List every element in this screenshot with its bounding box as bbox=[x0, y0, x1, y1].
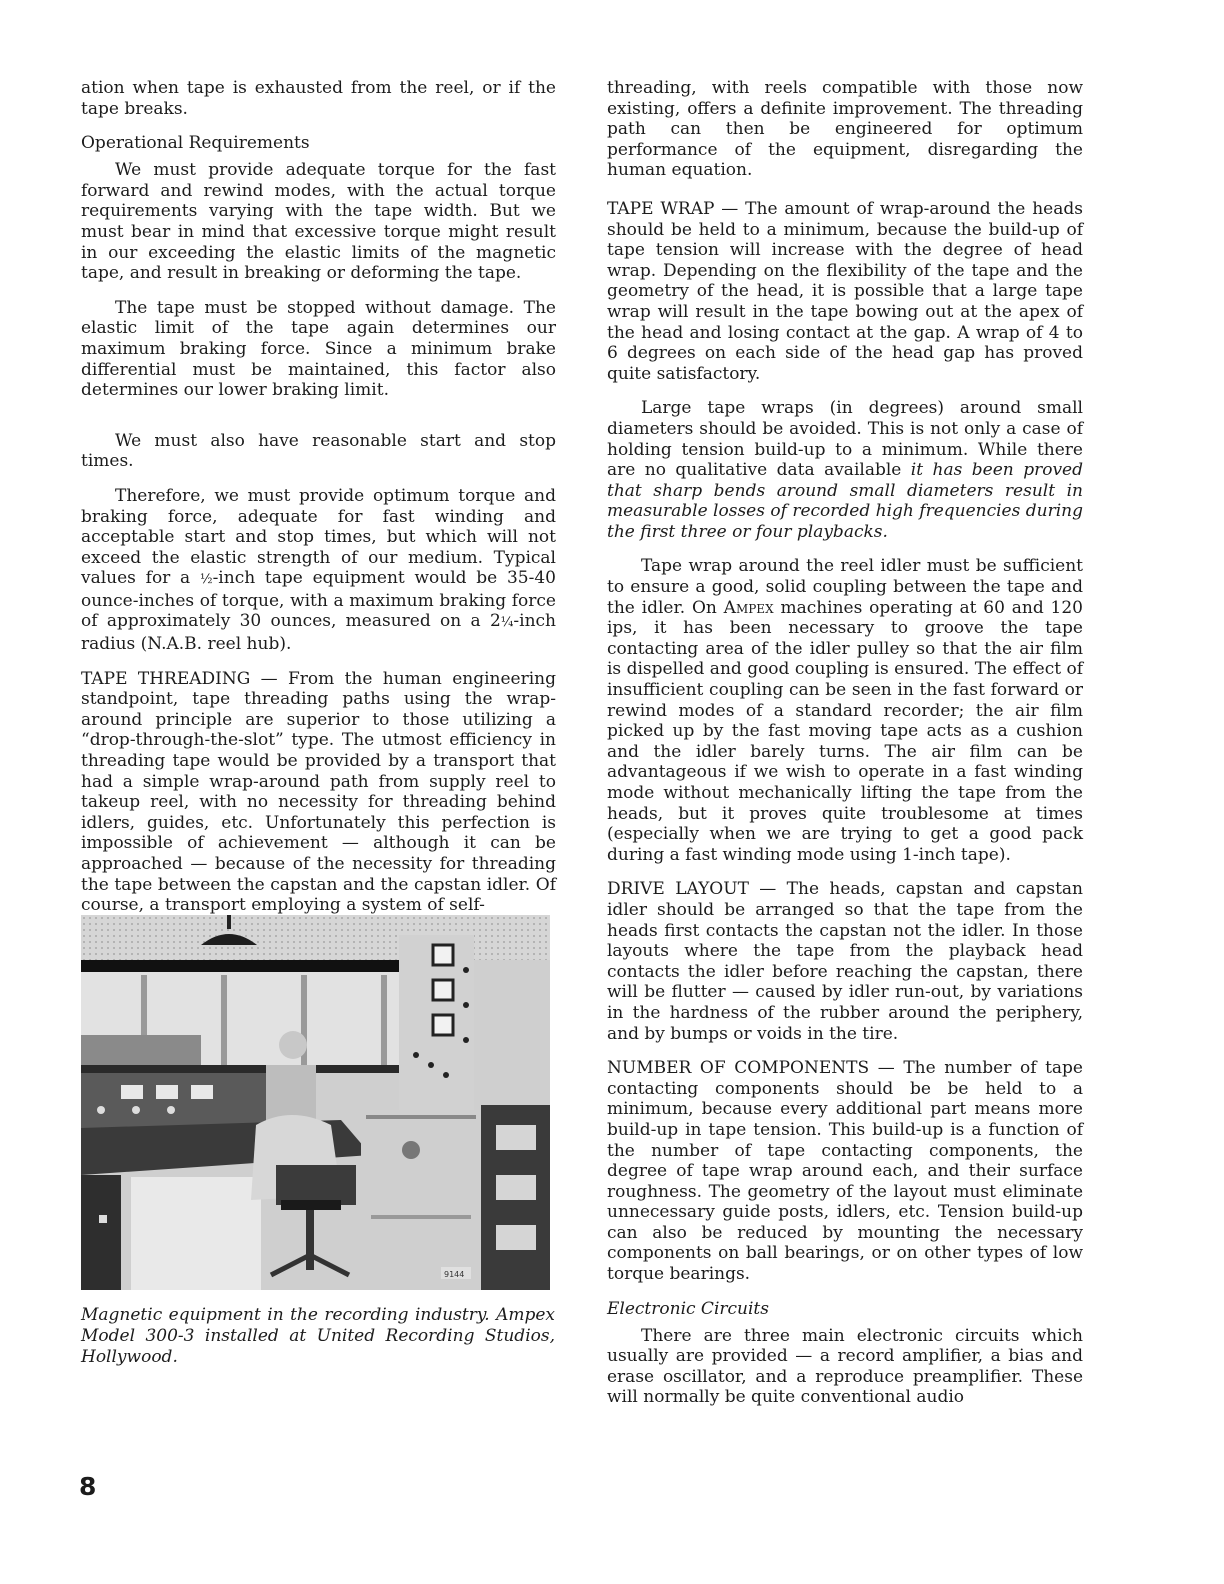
electronic-circuits-paragraph: There are three main electronic circuits which usually are provided — a record amplifier, a bias and erase oscillator, and a reproduce preamplifier. These will normally be quite conventional audio bbox=[607, 1325, 1083, 1408]
tape-threading-text: — From the human engineering standpoint, tape threading paths using the wrap-around principle are superior to those utilizing a “drop-through-the-slot” type. The utmost efficiency in threading tape would be provided by a transport that had a simple wrap-around path from supply reel to takeup reel, with no necessity for threading behind idlers, guides, etc. Unfortunately this perfection is impossible of achievement — although it can be approached — because of the necessity for threading the tape between the capstan and the capstan idler. Of course, a transport employing a system of self- bbox=[81, 668, 557, 916]
large-wraps-paragraph bbox=[607, 398, 1083, 542]
studio-photo-image bbox=[81, 915, 550, 1290]
start-stop-paragraph: We must also have reasonable start and stop times. bbox=[81, 430, 556, 472]
therefore-text-b: -inch tape equipment would be 35-40 ounce-inches of torque, with a maximum braking force of approximately 30 ounces, measured on a 2 bbox=[81, 568, 556, 632]
tape-wrap-text: — The amount of wrap-around the heads should be held to a minimum, because the build-up of tape tension will increase with the degree of head wrap. Depending on the flexibility of the tape and the geometry of the head, it is possible that a large tape wrap will result in the tape bowing out at the apex of the head and losing contact at the gap. A wrap of 4 to 6 degrees on each side of the head gap has proved quite satisfactory. bbox=[607, 198, 1083, 384]
fraction-half: ½ bbox=[199, 572, 213, 588]
tape-wrap-paragraph bbox=[607, 199, 1083, 384]
components-label: NUMBER OF COMPONENTS bbox=[607, 1058, 870, 1079]
fraction-quarter: ¼ bbox=[500, 615, 514, 631]
torque-paragraph: We must provide adequate torque for the fast forward and rewind modes, with the actual torque requirements varying with the tape width. But we must bear in mind that excessive torque might result in our exceeding the elastic limits of the magnetic tape, and result in breaking or deforming the tape. bbox=[81, 160, 556, 284]
drive-layout-label: DRIVE LAYOUT bbox=[607, 879, 749, 900]
photo-code: 9144 bbox=[444, 1270, 465, 1279]
studio-photo bbox=[81, 915, 550, 1290]
large-wraps-italic-text: it has been proved that sharp bends around small diameters result in measurable losses of recorded high frequencies during the first three or four playbacks. bbox=[607, 460, 1083, 542]
reel-idler-text-b: machines operating at 60 and 120 ips, it has been necessary to groove the tape contacting area of the idler pulley so that the air film is dispelled and good coupling is ensured. The effect of insufficient coupling can be seen in the fast forward or rewind modes of a standard recorder; the air film picked up by the fast moving tape acts as a cushion and the idler barely turns. The air film can be advantageous if we wish to operate in a fast winding mode without mechanically lifting the tape from the heads, but it proves quite troublesome at times (especially when we are trying to get a good pack during a fast winding mode using 1-inch tape). bbox=[607, 597, 1083, 865]
right-column bbox=[607, 78, 1083, 1422]
ampex-brand: Ampex bbox=[723, 597, 774, 618]
operational-requirements-heading: Operational Requirements bbox=[81, 133, 310, 154]
therefore-text-a: Therefore, we must provide optimum torque and braking force, adequate for fast winding and acceptable start and stop times, but which will not exceed the elastic strength of our medium. Typical values for a bbox=[81, 485, 556, 589]
reel-idler-paragraph bbox=[607, 556, 1083, 865]
drive-layout-text: — The heads, capstan and capstan idler should be arranged so that the tape from the heads first contacts the capstan not the idler. In those layouts where the tape from the playback head contacts the idler before reaching the capstan, there will be flutter — caused by idler run-out, by variations in the hardness of the rubber around the periphery, and by bumps or voids in the tire. bbox=[607, 879, 1083, 1044]
tape-threading-paragraph bbox=[81, 669, 556, 916]
tape-threading-label: TAPE THREADING bbox=[81, 668, 251, 689]
electronic-circuits-heading: Electronic Circuits bbox=[607, 1298, 769, 1319]
therefore-paragraph bbox=[81, 486, 556, 655]
reel-idler-text-a: Tape wrap around the reel idler must be sufficient to ensure a good, solid coupling between the tape and the idler. On bbox=[607, 556, 1083, 618]
components-paragraph bbox=[607, 1058, 1083, 1285]
tape-wrap-label: TAPE WRAP bbox=[607, 198, 715, 219]
intro-paragraph: ation when tape is exhausted from the reel, or if the tape breaks. bbox=[81, 78, 556, 119]
left-column bbox=[81, 78, 556, 930]
page-number: 8 bbox=[79, 1472, 97, 1501]
therefore-text-c: -inch radius (N.A.B. reel hub). bbox=[81, 611, 556, 655]
photo-caption: Magnetic equipment in the recording industry. Ampex Model 300-3 installed at United Recording Studios, Hollywood. bbox=[81, 1305, 555, 1367]
stopped-paragraph: The tape must be stopped without damage. The elastic limit of the tape again determines our maximum braking force. Since a minimum brake differential must be maintained, this factor also determines our lower braking limit. bbox=[81, 297, 556, 401]
drive-layout-paragraph bbox=[607, 879, 1083, 1044]
large-wraps-text: Large tape wraps (in degrees) around small diameters should be avoided. This is not only a case of holding tension build-up to a minimum. While there are no qualitative data available bbox=[607, 398, 1083, 481]
threading-continuation-paragraph: threading, with reels compatible with those now existing, offers a definite improvement. The threading path can then be engineered for optimum performance of the equipment, disregarding the human equation. bbox=[607, 78, 1083, 181]
components-text: — The number of tape contacting components should be be held to a minimum, because every additional part means more build-up in tape tension. This build-up is a function of the number of tape contacting components, the degree of tape wrap around each, and their surface roughness. The geometry of the layout must eliminate unnecessary guide posts, idlers, etc. Tension build-up can also be reduced by mounting the necessary components on ball bearings, or on other types of low torque bearings. bbox=[607, 1058, 1083, 1285]
